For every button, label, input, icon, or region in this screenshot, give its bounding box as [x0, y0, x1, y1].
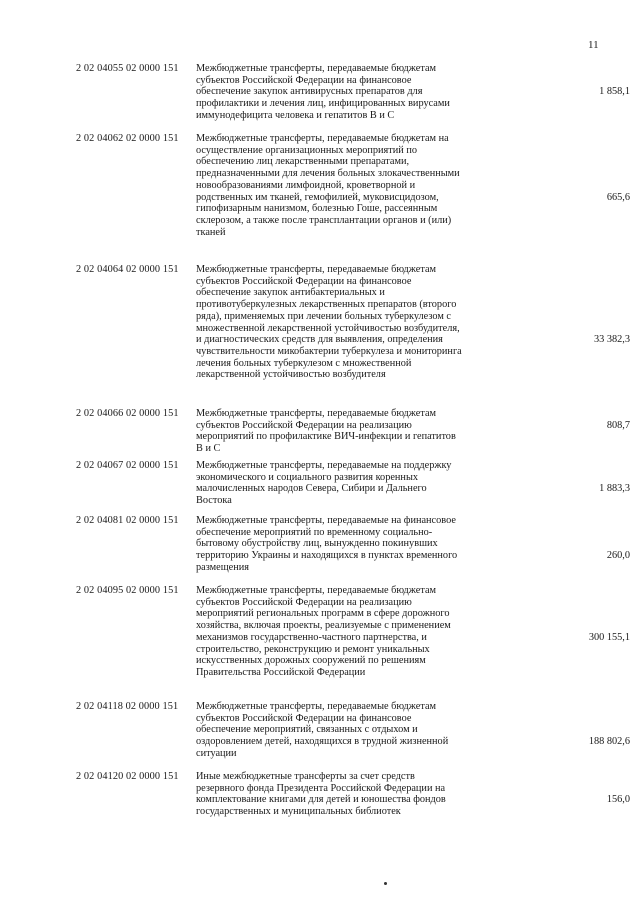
description-line: субъектов Российской Федерации на финансовое: [196, 275, 412, 287]
description-line: лечения больных туберкулезом с множественной: [196, 357, 412, 369]
budget-code: 2 02 04066 02 0000 151: [76, 408, 179, 419]
budget-code: 2 02 04120 02 0000 151: [76, 771, 179, 782]
description-line: ситуации: [196, 747, 237, 759]
page-number: 11: [588, 39, 599, 51]
amount-value: 1 883,3: [599, 483, 630, 495]
entry-description: [196, 63, 496, 122]
description-line: Иные межбюджетные трансферты за счет средств: [196, 771, 415, 782]
description-line: чувствительности микобактерии туберкулеза и мониторинга: [196, 345, 462, 357]
description-line: Межбюджетные трансферты, передаваемые бюджетам: [196, 701, 437, 712]
description-line: государственных и муниципальных библиотек: [196, 806, 401, 818]
description-line: осуществление организационных мероприятий по: [196, 144, 418, 156]
description-line: Межбюджетные трансферты, передаваемые на финансовое: [196, 515, 456, 526]
description-line: обеспечение мероприятий, связанных с отдыхом и: [196, 724, 418, 736]
description-line: резервного фонда Президента Российской Федерации на: [196, 782, 446, 794]
description-line: мероприятий региональных программ в сфере дорожного: [196, 608, 450, 620]
amount-value: 260,0: [606, 550, 630, 562]
description-line: родственных им тканей, гемофилией, муковисцидозом,: [196, 191, 439, 203]
description-line: обеспечение мероприятий по временному социально-: [196, 526, 433, 538]
entry-description: [196, 701, 496, 760]
description-line: мероприятий по профилактике ВИЧ-инфекции и гепатитов: [196, 431, 456, 443]
description-line: новообразованиями лимфоидной, кроветворной и: [196, 179, 416, 191]
description-line: Межбюджетные трансферты, передаваемые на поддержку: [196, 460, 452, 471]
description-line: размещения: [196, 561, 249, 573]
description-line: малочисленных народов Севера, Сибири и Дальнего: [196, 483, 427, 495]
entry-description: [196, 460, 496, 507]
description-line: гипофизарным нанизмом, болезнью Гоше, рассеянным: [196, 203, 438, 215]
description-line: Межбюджетные трансферты, передаваемые бюджетам: [196, 408, 437, 419]
entry-description: [196, 264, 496, 381]
amount-value: 808,7: [606, 419, 630, 431]
description-line: механизмов государственно-частного партнерства, и: [196, 631, 427, 643]
budget-code: 2 02 04064 02 0000 151: [76, 264, 179, 275]
description-line: множественной лекарственной устойчивостью возбудителя,: [196, 322, 460, 334]
description-line: бытовому обустройству лиц, вынужденно покинувших: [196, 538, 438, 550]
description-line: строительство, реконструкцию и ремонт уникальных: [196, 643, 430, 655]
budget-code: 2 02 04062 02 0000 151: [76, 133, 179, 144]
description-line: субъектов Российской Федерации на финансовое: [196, 74, 412, 86]
description-line: Межбюджетные трансферты, передаваемые бюджетам: [196, 63, 437, 74]
description-line: комплектование книгами для детей и юношества фондов: [196, 794, 446, 806]
description-line: субъектов Российской Федерации на финансовое: [196, 712, 412, 724]
amount-value: 156,0: [606, 794, 630, 806]
description-line: Межбюджетные трансферты, передаваемые бюджетам: [196, 585, 437, 596]
description-line: и диагностических средств для выявления, определения: [196, 334, 443, 346]
description-line: обеспечение закупок антибактериальных и: [196, 287, 385, 299]
description-line: экономического и социального развития коренных: [196, 471, 419, 483]
description-line: склерозом, а также после трансплантации органов и (или): [196, 214, 452, 226]
description-line: хозяйства, включая проекты, реализуемые с применением: [196, 620, 451, 632]
description-line: иммунодефицита человека и гепатитов В и С: [196, 109, 395, 121]
entry-description: [196, 515, 496, 574]
description-line: обеспечение закупок антивирусных препаратов для: [196, 86, 423, 98]
entry-description: [196, 771, 496, 818]
budget-code: 2 02 04081 02 0000 151: [76, 515, 179, 526]
description-line: Востока: [196, 495, 232, 507]
amount-value: 300 155,1: [588, 631, 630, 643]
description-line: профилактики и лечения лиц, инфицированных вирусами: [196, 98, 450, 110]
amount-value: 665,6: [606, 191, 630, 203]
entry-description: [196, 408, 496, 455]
description-line: лекарственной устойчивостью возбудителя: [196, 369, 386, 381]
amount-value: 33 382,3: [593, 334, 630, 346]
description-line: искусственных дорожных сооружений по решениям: [196, 655, 426, 667]
description-line: противотуберкулезных лекарственных препаратов (второго: [196, 299, 457, 311]
amount-value: 188 802,6: [588, 736, 630, 748]
description-line: Межбюджетные трансферты, передаваемые бюджетам на: [196, 133, 449, 144]
budget-code: 2 02 04067 02 0000 151: [76, 460, 179, 471]
description-line: территорию Украины и находящихся в пунктах временного: [196, 550, 458, 562]
description-line: Правительства Российской Федерации: [196, 666, 366, 678]
description-line: ряда), применяемых при лечении больных туберкулезом с: [196, 310, 451, 322]
description-line: обеспечению лиц лекарственными препаратами,: [196, 156, 410, 168]
budget-code: 2 02 04118 02 0000 151: [76, 701, 179, 712]
amount-value: 1 858,1: [599, 86, 630, 98]
description-line: субъектов Российской Федерации на реализацию: [196, 419, 412, 431]
description-line: Межбюджетные трансферты, передаваемые бюджетам: [196, 264, 437, 275]
description-line: предназначенными для лечения больных злокачественными: [196, 168, 460, 180]
budget-code: 2 02 04095 02 0000 151: [76, 585, 179, 596]
scan-dot: [384, 882, 387, 885]
description-line: субъектов Российской Федерации на реализацию: [196, 596, 412, 608]
budget-code: 2 02 04055 02 0000 151: [76, 63, 179, 74]
entry-description: [196, 133, 496, 238]
entry-description: [196, 585, 496, 679]
description-line: тканей: [196, 226, 226, 238]
description-line: оздоровлением детей, находящихся в трудной жизненной: [196, 736, 449, 748]
description-line: В и С: [196, 443, 221, 455]
